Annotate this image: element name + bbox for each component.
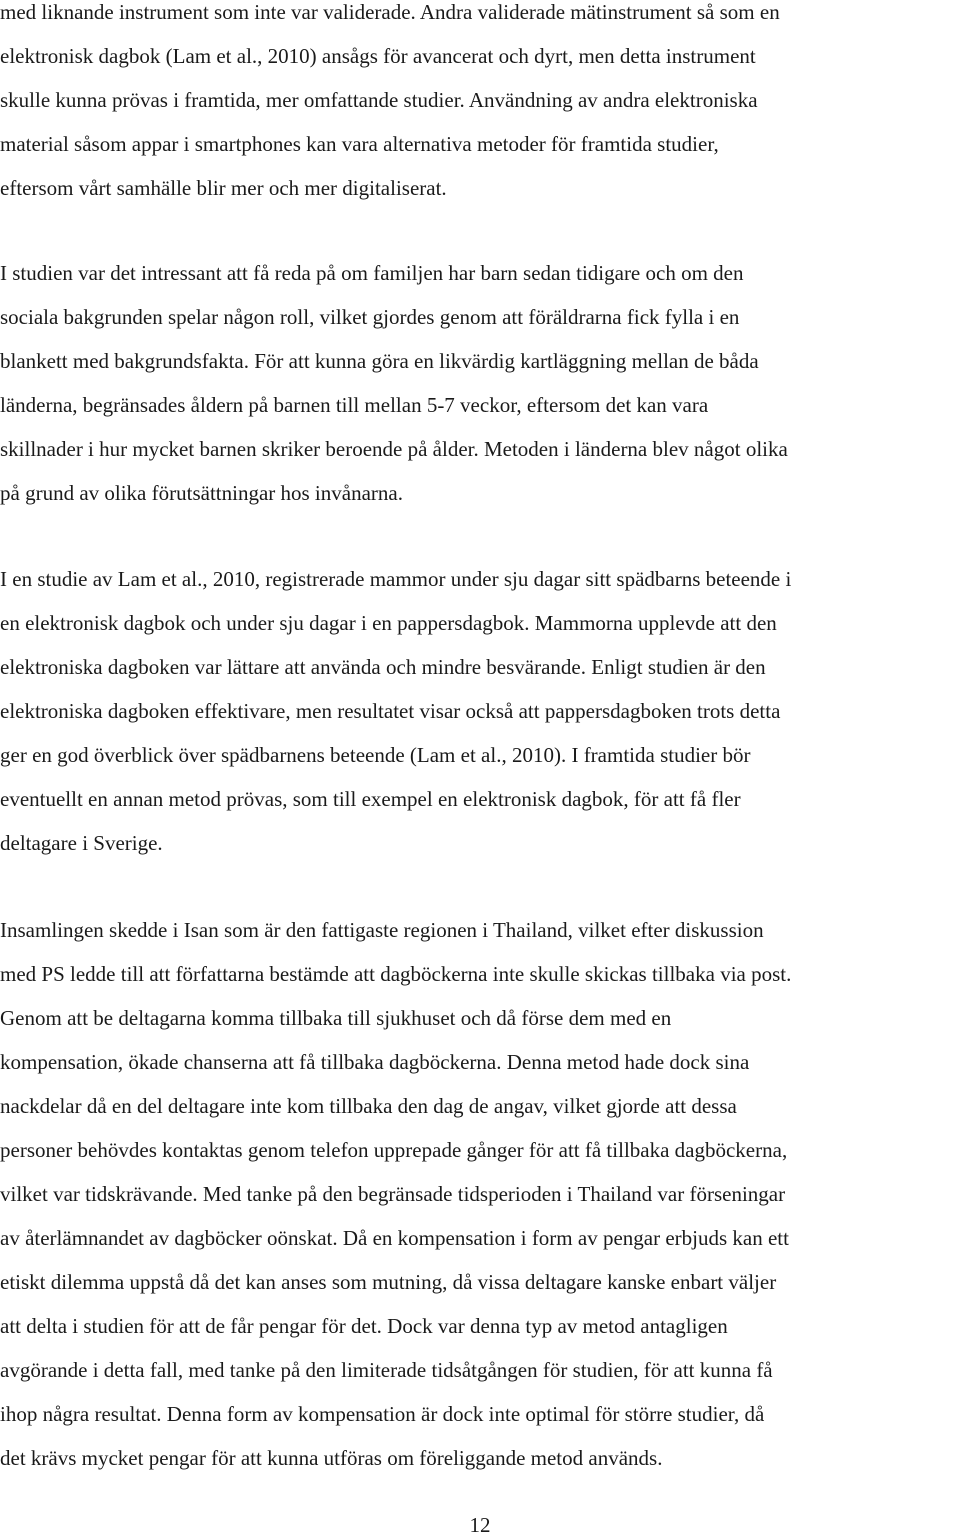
text-line: av återlämnandet av dagböcker oönskat. Då en kompensation i form av pengar erbjuds kan ett: [0, 1226, 789, 1250]
text-line: avgörande i detta fall, med tanke på den limiterade tidsåtgången för studien, för att kunna få: [0, 1358, 773, 1382]
text-line: I en studie av Lam et al., 2010, registrerade mammor under sju dagar sitt spädbarns beteende i: [0, 567, 792, 591]
text-line: eventuellt en annan metod prövas, som till exempel en elektronisk dagbok, för att få fler: [0, 787, 741, 811]
text-line: skillnader i hur mycket barnen skriker beroende på ålder. Metoden i länderna blev något olika: [0, 437, 788, 461]
paragraph-3: [0, 567, 960, 875]
paragraph-1: [0, 0, 960, 220]
text-line: nackdelar då en del deltagare inte kom tillbaka den dag de angav, vilket gjorde att dessa: [0, 1094, 737, 1118]
text-line: eftersom vårt samhälle blir mer och mer digitaliserat.: [0, 176, 447, 200]
text-line: vilket var tidskrävande. Med tanke på den begränsade tidsperioden i Thailand var förseningar: [0, 1182, 786, 1206]
text-line: blankett med bakgrundsfakta. För att kunna göra en likvärdig kartläggning mellan de båda: [0, 349, 759, 373]
text-line: Insamlingen skedde i Isan som är den fattigaste regionen i Thailand, vilket efter diskussion: [0, 918, 764, 942]
text-line: att delta i studien för att de får pengar för det. Dock var denna typ av metod antagligen: [0, 1314, 728, 1338]
text-line: material såsom appar i smartphones kan vara alternativa metoder för framtida studier,: [0, 132, 719, 156]
text-line: länderna, begränsades åldern på barnen till mellan 5-7 veckor, eftersom det kan vara: [0, 393, 709, 417]
text-line: ihop några resultat. Denna form av kompensation är dock inte optimal för större studier, då: [0, 1402, 765, 1426]
paragraph-2: [0, 261, 960, 525]
text-line: med liknande instrument som inte var validerade. Andra validerade mätinstrument så som en: [0, 0, 780, 24]
text-line: I studien var det intressant att få reda på om familjen har barn sedan tidigare och om den: [0, 261, 744, 285]
paragraph-4: [0, 918, 960, 1490]
text-line: deltagare i Sverige.: [0, 831, 163, 855]
text-line: skulle kunna prövas i framtida, mer omfattande studier. Användning av andra elektroniska: [0, 88, 758, 112]
text-line: kompensation, ökade chanserna att få tillbaka dagböckerna. Denna metod hade dock sina: [0, 1050, 750, 1074]
text-line: ger en god överblick över spädbarnens beteende (Lam et al., 2010). I framtida studier bör: [0, 743, 751, 767]
text-line: elektronisk dagbok (Lam et al., 2010) ansågs för avancerat och dyrt, men detta instrument: [0, 44, 756, 68]
text-line: elektroniska dagboken var lättare att använda och mindre besvärande. Enligt studien är den: [0, 655, 766, 679]
page-number: 12: [469, 1513, 491, 1537]
text-line: med PS ledde till att författarna bestämde att dagböckerna inte skulle skickas tillbaka via post.: [0, 962, 792, 986]
text-line: Genom att be deltagarna komma tillbaka till sjukhuset och då förse dem med en: [0, 1006, 672, 1030]
text-line: en elektronisk dagbok och under sju dagar i en pappersdagbok. Mammorna upplevde att den: [0, 611, 777, 635]
text-line: på grund av olika förutsättningar hos invånarna.: [0, 481, 403, 505]
text-line: elektroniska dagboken effektivare, men resultatet visar också att pappersdagboken trots detta: [0, 699, 781, 723]
text-line: etiskt dilemma uppstå då det kan anses som mutning, då vissa deltagare kanske enbart väljer: [0, 1270, 777, 1294]
text-line: det krävs mycket pengar för att kunna utföras om föreliggande metod används.: [0, 1446, 663, 1470]
text-line: personer behövdes kontaktas genom telefon upprepade gånger för att få tillbaka dagböckerna,: [0, 1138, 788, 1162]
text-line: sociala bakgrunden spelar någon roll, vilket gjordes genom att föräldrarna fick fylla i en: [0, 305, 740, 329]
